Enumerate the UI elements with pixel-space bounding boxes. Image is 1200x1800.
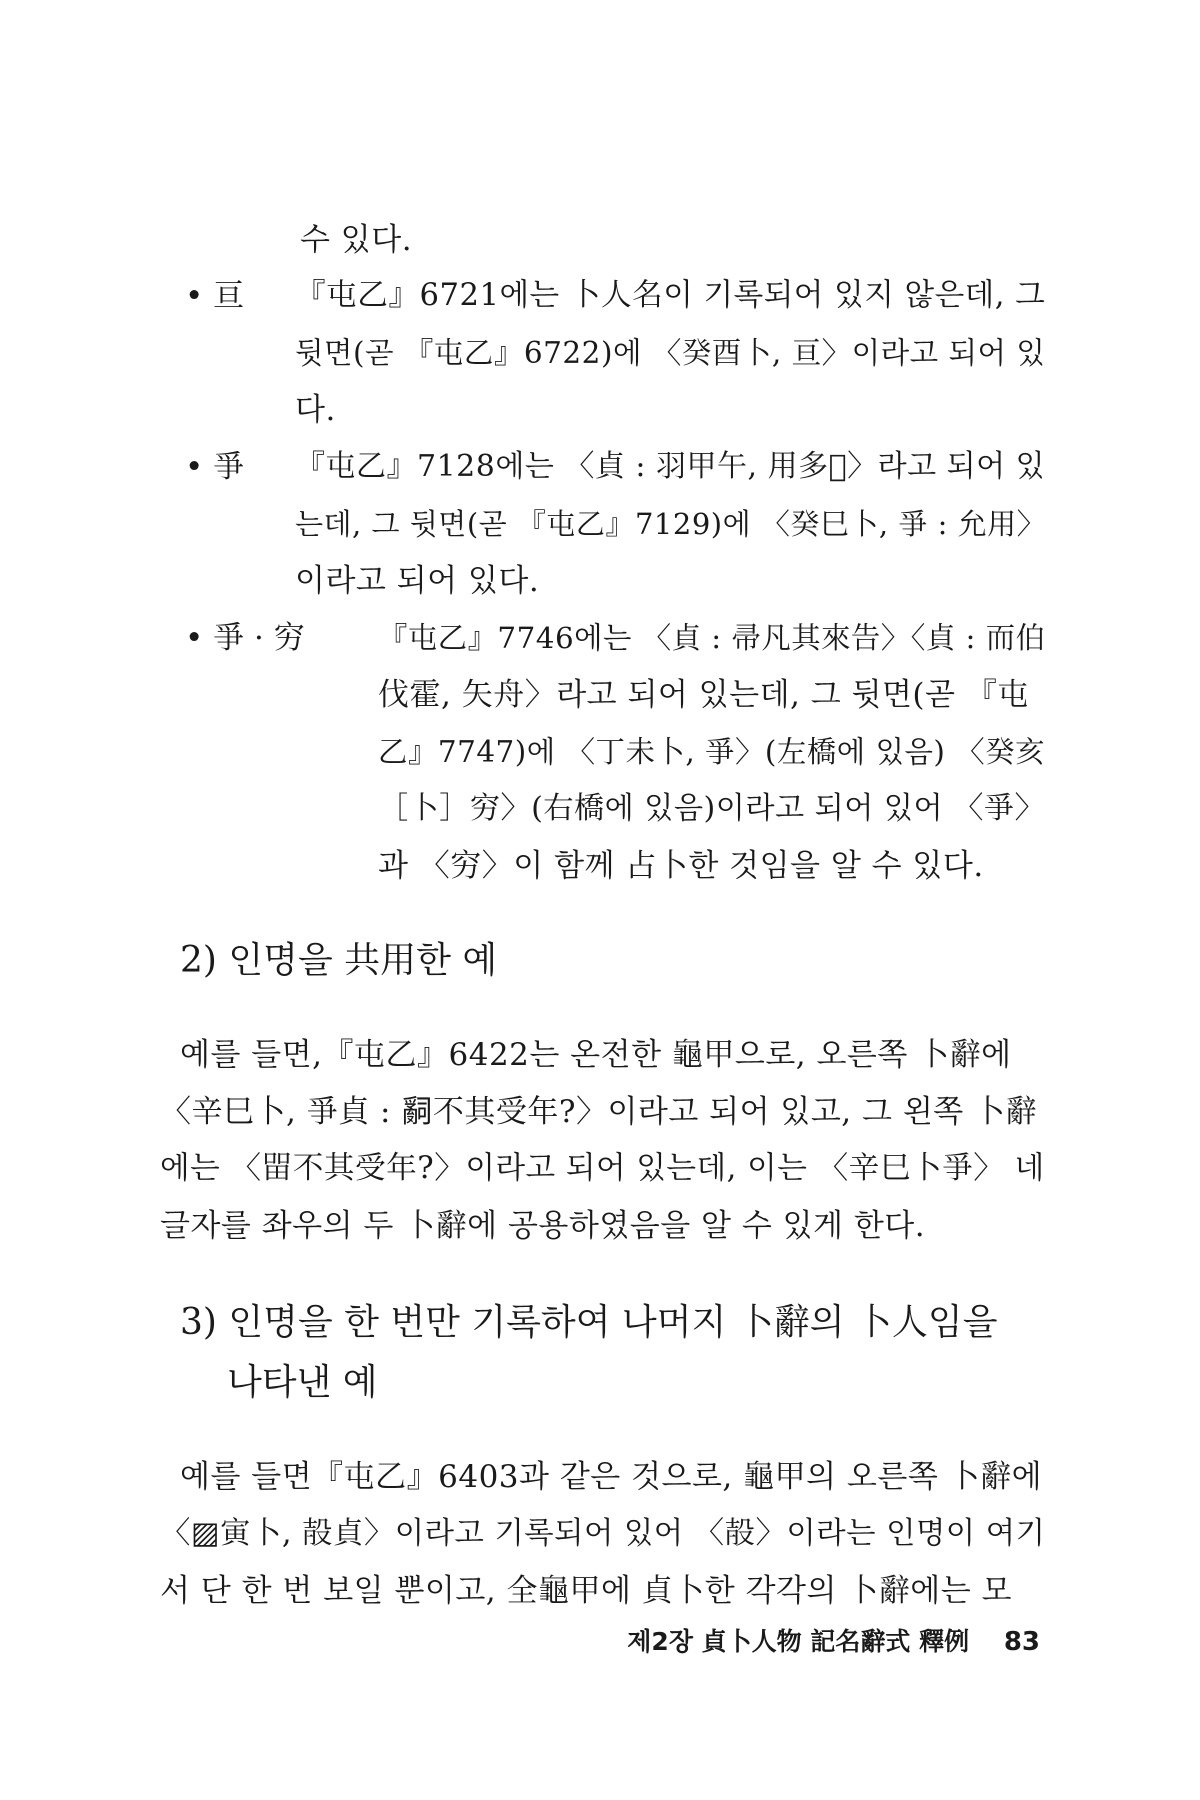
running-chapter-title: 제2장 貞卜人物 記名辭式 釋例 — [627, 1627, 970, 1656]
section-heading-3-cont: 나타낸 예 — [227, 1362, 378, 1403]
paragraph-line: 서 단 한 번 보일 뿐이고, 全龜甲에 貞卜한 각각의 卜辭에는 모 — [160, 1573, 1012, 1609]
entry-line: 과 〈穷〉이 함께 占卜한 것임을 알 수 있다. — [378, 848, 984, 884]
entry-label-xuan: • 亘 — [185, 278, 245, 314]
paragraph-line: 예를 들면,『屯乙』6422는 온전한 龜甲으로, 오른쪽 卜辭에 — [180, 1037, 1012, 1073]
paragraph-line: 글자를 좌우의 두 卜辭에 공용하였음을 알 수 있게 한다. — [160, 1208, 926, 1244]
entry-line: 『屯乙』7128에는 〈貞 : 羽甲午, 用多𡧊〉라고 되어 있 — [295, 449, 1046, 484]
entry-label-zheng: • 爭 — [185, 449, 245, 485]
section-heading-3: 3) 인명을 한 번만 기록하여 나머지 卜辭의 卜人임을 — [180, 1302, 998, 1343]
intro-tail-line: 수 있다. — [300, 222, 413, 258]
entry-line: 는데, 그 뒷면(곧 『屯乙』7129)에 〈癸巳卜, 爭 : 允用〉 — [295, 507, 1047, 541]
paragraph-line: 〈▨寅卜, 㱿貞〉이라고 기록되어 있어 〈㱿〉이라는 인명이 여기 — [160, 1516, 1046, 1551]
entry-line: 乙』7747)에 〈丁未卜, 爭〉(左橋에 있음) 〈癸亥 — [378, 735, 1046, 769]
entry-line: 뒷면(곧 『屯乙』6722)에 〈癸酉卜, 亘〉이라고 되어 있 — [295, 336, 1046, 370]
page-footer — [627, 1622, 1040, 1658]
entry-label-zheng-qiong: • 爭 · 穷 — [185, 620, 305, 656]
paragraph-line: 에는 〈㽞不其受年?〉이라고 되어 있는데, 이는 〈辛巳卜爭〉 네 — [160, 1151, 1045, 1186]
paragraph-line: 예를 들면『屯乙』6403과 같은 것으로, 龜甲의 오른쪽 卜辭에 — [180, 1459, 1043, 1495]
entry-line: 『屯乙』7746에는 〈貞 : 帚凡其來告〉〈貞 : 而伯 — [378, 621, 1046, 655]
entry-line: ［卜］穷〉(右橋에 있음)이라고 되어 있어 〈爭〉 — [378, 791, 1046, 826]
paragraph-line: 〈辛巳卜, 爭貞 : 𤔲不其受年?〉이라고 되어 있고, 그 왼쪽 卜辭 — [160, 1094, 1038, 1130]
section-heading-2: 2) 인명을 共用한 예 — [180, 940, 498, 981]
page-number: 83 — [1003, 1627, 1040, 1657]
entry-line: 다. — [295, 392, 336, 428]
entry-line: 이라고 되어 있다. — [295, 563, 540, 599]
entry-line: 伐霍, 矢舟〉라고 되어 있는데, 그 뒷면(곧 『屯 — [378, 677, 1029, 713]
entry-line: 『屯乙』6721에는 卜人名이 기록되어 있지 않은데, 그 — [295, 278, 1046, 313]
